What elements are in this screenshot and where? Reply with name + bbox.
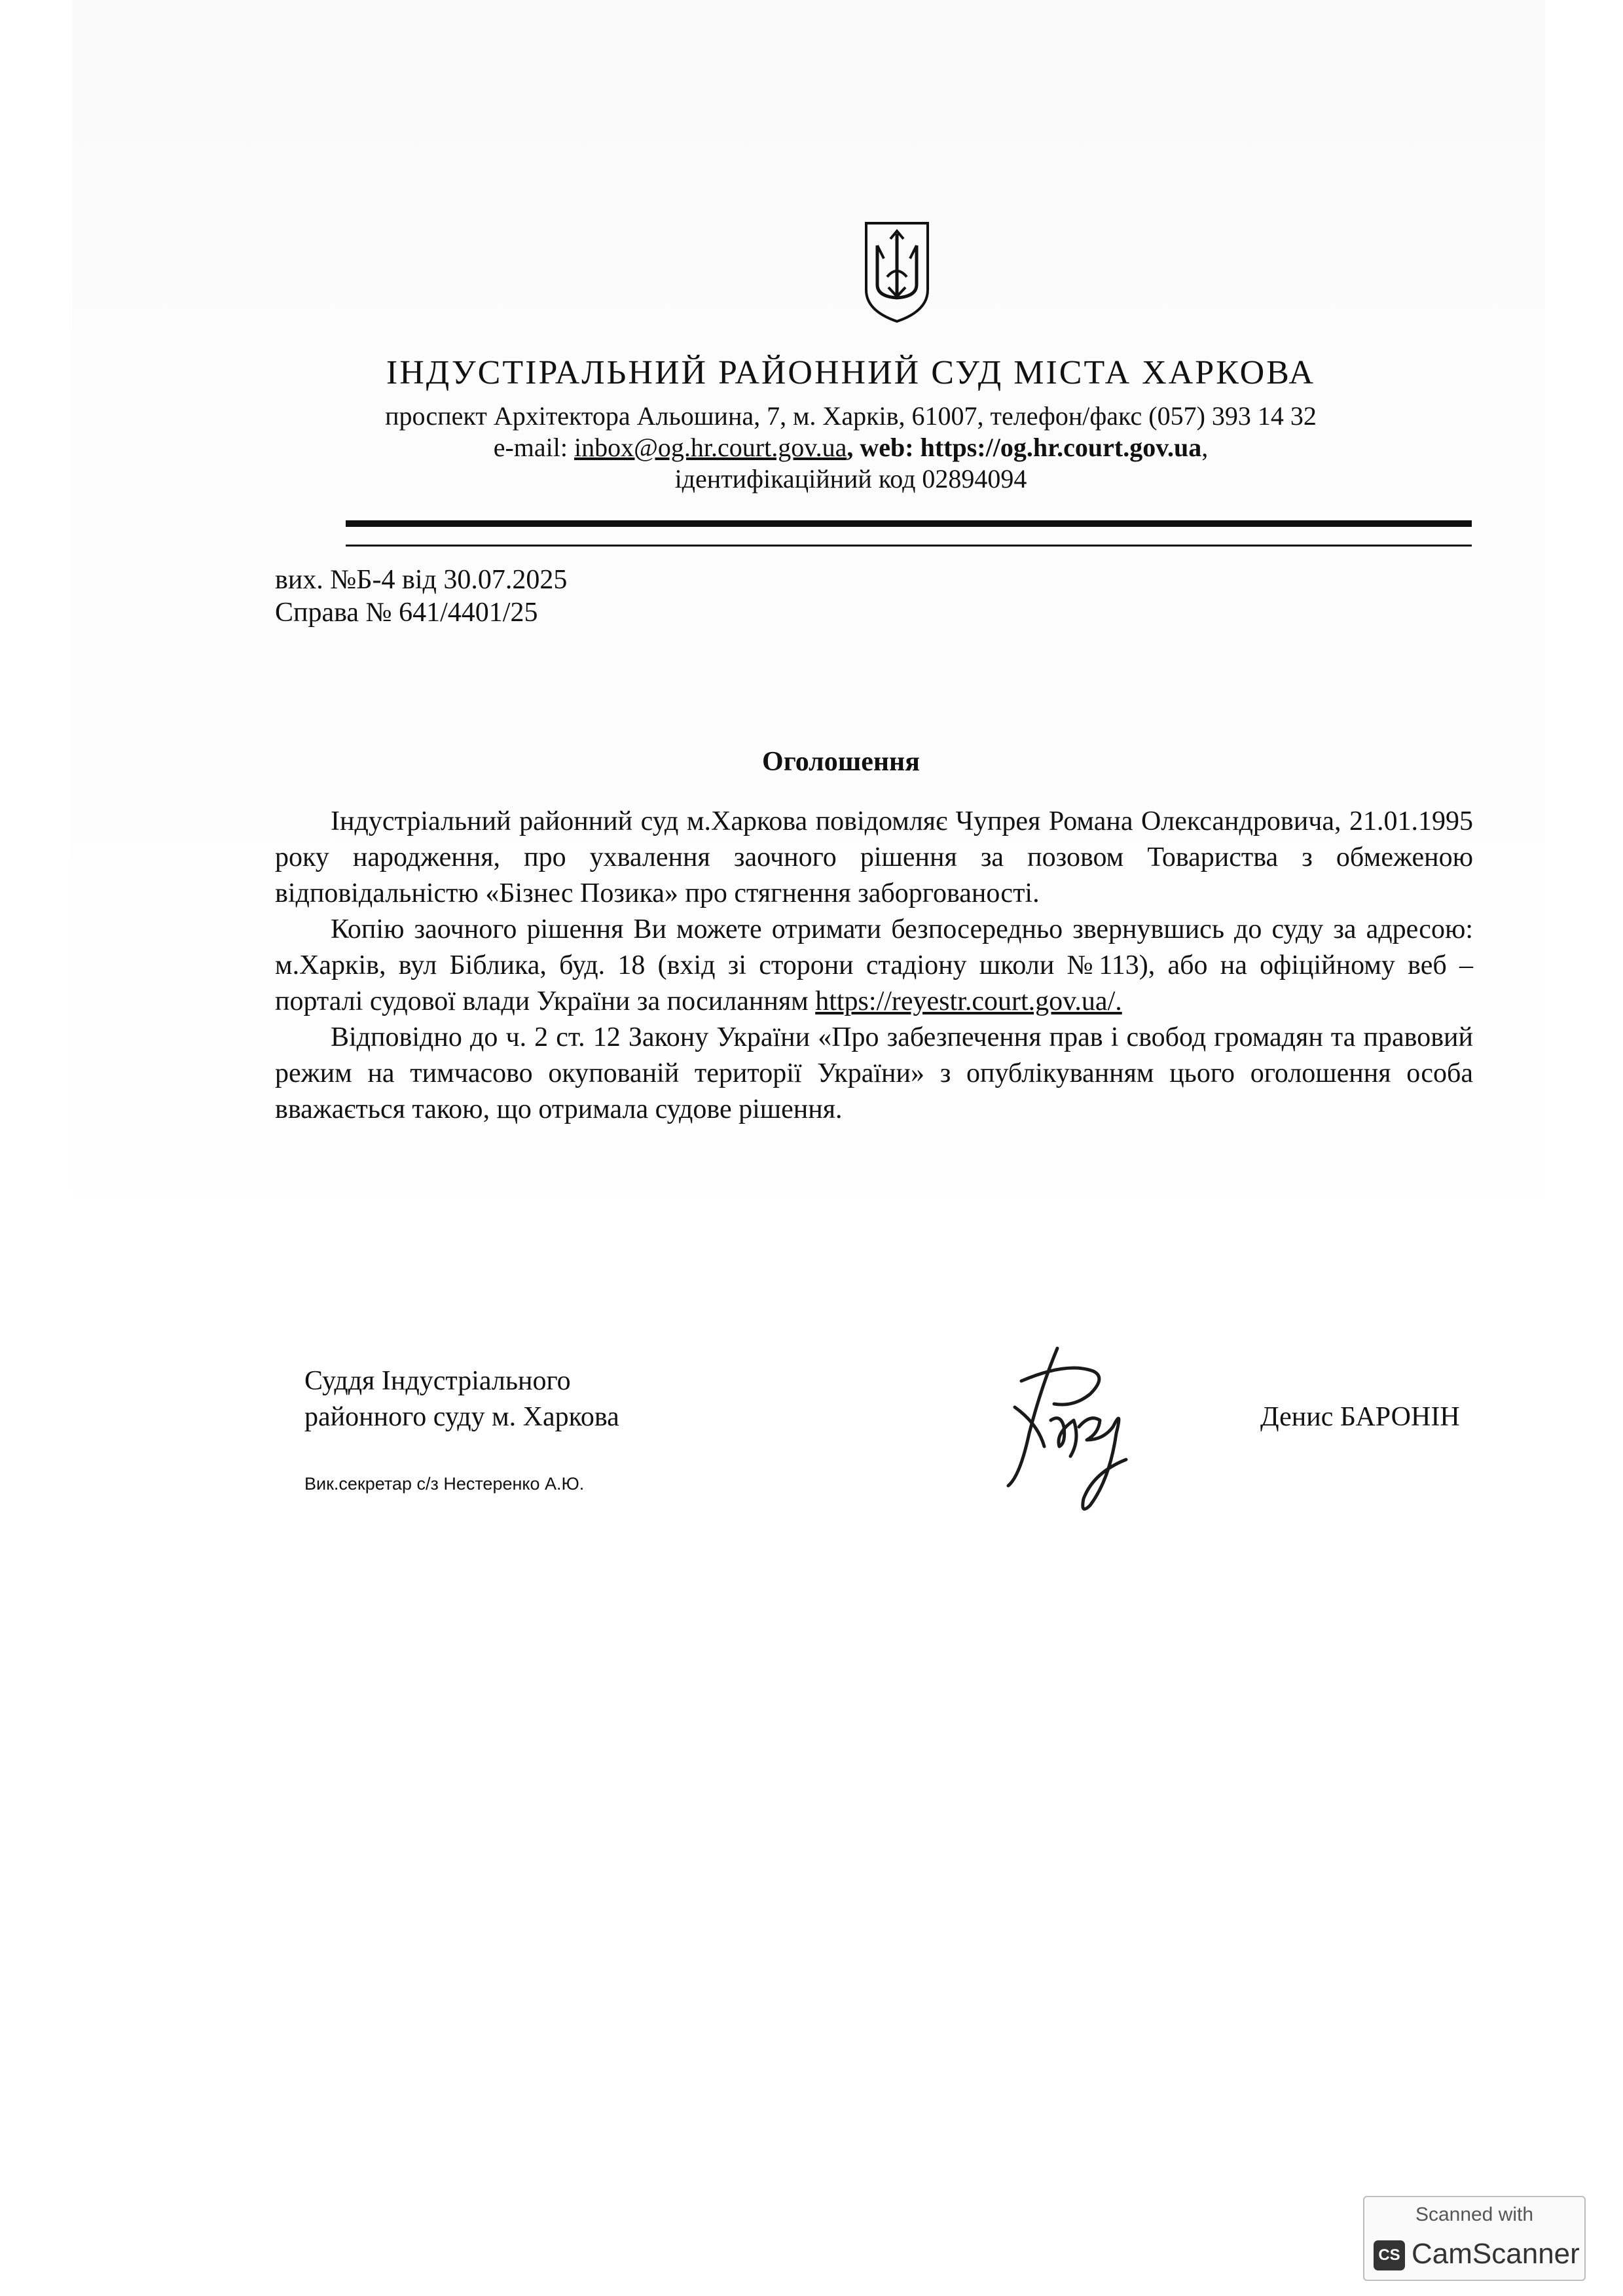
web-suffix: , (1201, 433, 1209, 462)
judge-title (304, 1363, 619, 1435)
paragraph-legal-basis: Відповідно до ч. 2 ст. 12 Закону України «Про забезпечення прав і свобод громадян та правовий режим на тимчасово окупованій території України» з опублікуванням цього оголошення особа вважається такою, що отримала судове рішення. (275, 1022, 1473, 1124)
outgoing-number: вих. №Б-4 від 30.07.2025 (275, 565, 568, 595)
paragraph-copy-info (275, 912, 1473, 1020)
paragraph-notice: Індустріальний районний суд м.Харкова повідомляє Чупрея Романа Олександровича, 21.01.1995 року народження, про ухвалення заочного рішення за позовом Товариства з обмеженою відповідальністю «Бізнес Позика» про стягнення заборгованості. (275, 806, 1473, 908)
document-heading: Оголошення (762, 747, 920, 777)
secretary-note: Вик.секретар с/з Нестеренко А.Ю. (304, 1474, 585, 1494)
trident-coat-of-arms-icon (861, 219, 933, 324)
email-link[interactable]: inbox@og.hr.court.gov.ua (574, 433, 847, 462)
paragraph-copy-text: Копію заочного рішення Ви можете отримати безпосередньо звернувшись до суду за адресою: м.Харків, вул Біблика, буд. 18 (вхід зі сторони стадіону школи №113), або на офіційному веб – порталі судової влади України за посиланням (275, 914, 1473, 1016)
camscanner-logo-icon: CS (1374, 2240, 1405, 2270)
judge-title-line2: районного суду м. Харкова (304, 1402, 619, 1432)
header-divider-thin (346, 545, 1472, 547)
web-link[interactable]: , web: https://og.hr.court.gov.ua (847, 433, 1202, 462)
case-number: Справа № 641/4401/25 (275, 598, 538, 628)
email-label: e-mail: (493, 433, 574, 462)
judge-title-line1: Суддя Індустріального (304, 1366, 571, 1396)
watermark-app-name: CamScanner (1412, 2238, 1580, 2270)
handwritten-signature (982, 1335, 1146, 1518)
court-name: ІНДУСТІРАЛЬНИЙ РАЙОННИЙ СУД МІСТА ХАРКОВА (386, 354, 1316, 391)
header-divider-thick (346, 520, 1472, 527)
signer-name: Денис БАРОНІН (1260, 1402, 1460, 1432)
court-contacts (0, 432, 1623, 463)
court-address: проспект Архітектора Альошина, 7, м. Харків, 61007, телефон/факс (057) 393 14 32 (385, 401, 1317, 431)
camscanner-watermark (1363, 2196, 1586, 2281)
watermark-caption: Scanned with (1415, 2204, 1534, 2225)
court-id-code: ідентифікаційний код 02894094 (674, 464, 1027, 493)
registry-link[interactable]: https://reyestr.court.gov.ua/. (815, 986, 1122, 1016)
